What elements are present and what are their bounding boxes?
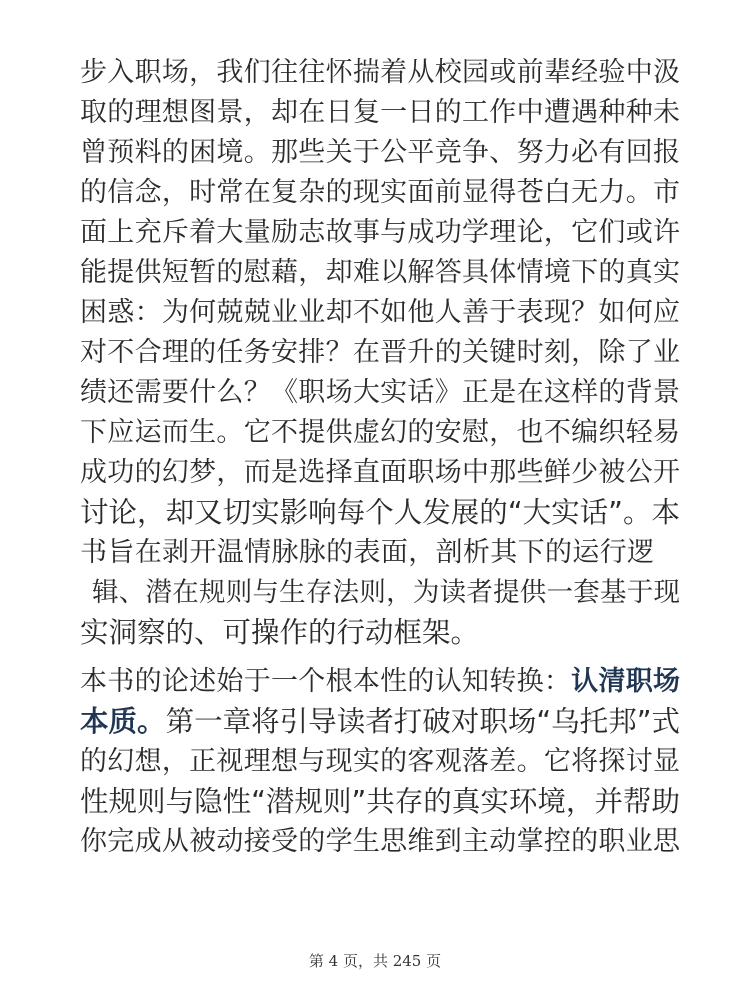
text-span: 步入职场，我们往往怀揣着从校园或前辈经验中汲 xyxy=(80,57,680,88)
text-span: 你完成从被动接受的学生思维到主动掌控的职业思 xyxy=(80,826,680,857)
paragraph-1-line-13 xyxy=(80,533,654,573)
paragraph-2-line-2 xyxy=(80,702,680,742)
text-span: 能提供短暂的慰藉，却难以解答具体情境下的真实 xyxy=(80,257,680,288)
text-span: 的信念，时常在复杂的现实面前显得苍白无力。市 xyxy=(80,177,680,208)
text-span: 辑、潜在规则与生存法则，为读者提供一套基于现 xyxy=(92,577,680,608)
text-span: 的幻想，正视理想与现实的客观落差。它将探讨显 xyxy=(80,746,680,777)
text-span: 面上充斥着大量励志故事与成功学理论，它们或许 xyxy=(80,217,680,248)
paragraph-1-line-7 xyxy=(80,293,680,333)
emphasis-text: 本质。 xyxy=(80,705,166,738)
paragraph-1-line-3 xyxy=(80,133,680,173)
paragraph-2-line-1 xyxy=(80,662,680,702)
text-span: 书旨在剥开温情脉脉的表面，剖析其下的运行逻 xyxy=(80,537,654,568)
paragraph-1-line-1 xyxy=(80,53,680,93)
paragraph-1-line-14 xyxy=(92,573,680,613)
text-span: 困惑：为何兢兢业业却不如他人善于表现？如何应 xyxy=(80,297,680,328)
text-span: 实洞察的、可操作的行动框架。 xyxy=(80,616,480,649)
paragraph-1-line-4 xyxy=(80,173,680,213)
paragraph-2-line-5 xyxy=(80,822,680,862)
paragraph-1-line-10 xyxy=(80,413,680,453)
paragraph-2-line-4 xyxy=(80,782,680,822)
text-span: 性规则与隐性“潜规则”共存的真实环境，并帮助 xyxy=(80,785,680,818)
text-span: 第一章将引导读者打破对职场“乌托邦”式 xyxy=(165,705,680,738)
page-number-footer: 第 4 页，共 245 页 xyxy=(308,952,442,970)
text-span: 成功的幻梦，而是选择直面职场中那些鲜少被公开 xyxy=(80,457,680,488)
text-span: 对不合理的任务安排？在晋升的关键时刻，除了业 xyxy=(80,337,680,368)
paragraph-1-line-15 xyxy=(80,613,680,653)
text-span: 下应运而生。它不提供虚幻的安慰，也不编织轻易 xyxy=(80,417,680,448)
paragraph-1-line-5 xyxy=(80,213,680,253)
paragraph-1-line-11 xyxy=(80,453,680,493)
paragraph-1-line-6 xyxy=(80,253,680,293)
paragraph-1-line-8 xyxy=(80,333,680,373)
emphasis-text: 认清职场 xyxy=(571,666,681,697)
text-span: 讨论，却又切实影响每个人发展的“大实话”。本 xyxy=(80,496,680,529)
paragraph-1-line-2 xyxy=(80,93,680,133)
text-span: 曾预料的困境。那些关于公平竞争、努力必有回报 xyxy=(80,137,680,168)
paragraph-1-line-12 xyxy=(80,493,680,533)
text-span: 取的理想图景，却在日复一日的工作中遭遇种种未 xyxy=(80,97,680,128)
paragraph-1-line-9 xyxy=(80,373,680,413)
paragraph-2-line-3 xyxy=(80,742,680,782)
text-span: 绩还需要什么？《职场大实话》正是在这样的背景 xyxy=(80,377,680,408)
text-span: 本书的论述始于一个根本性的认知转换： xyxy=(80,666,572,697)
